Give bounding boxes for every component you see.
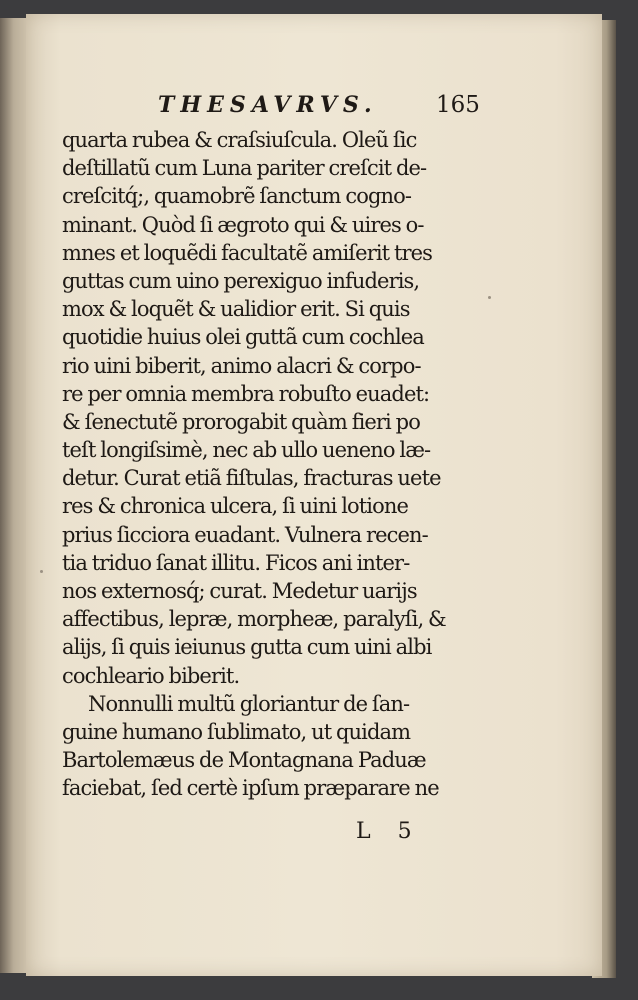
- text-line: minant. Quòd ſi ægroto qui & uires o-: [62, 212, 424, 237]
- text-line: & ſenectutẽ prorogabit quàm fieri po: [62, 409, 420, 434]
- paper-speck: [40, 570, 43, 573]
- text-line: guine humano ſublimato, ut quidam: [62, 719, 411, 744]
- running-head: [26, 92, 602, 126]
- text-line: rio uini biberit, animo alacri & corpo-: [62, 353, 421, 378]
- text-line: mnes et loquẽdi facultatẽ amiſerit tres: [62, 240, 433, 265]
- text-line: deſtillatũ cum Luna pariter creſcit de-: [62, 156, 427, 181]
- body-text: [62, 126, 482, 803]
- text-line: re per omnia membra robuſto euadet:: [62, 381, 430, 406]
- text-line: quarta rubea & craſsiuſcula. Oleũ ſic: [62, 128, 417, 152]
- text-line: quotidie huius olei guttã cum cochlea: [62, 325, 424, 350]
- text-line: detur. Curat etiã fiſtulas, fracturas uete: [62, 466, 441, 491]
- text-line: res & chronica ulcera, ſi uini lotione: [62, 494, 409, 519]
- text-line: prius ſicciora euadant. Vulnera recen-: [62, 522, 428, 547]
- text-line: teſt longiſsimè, nec ab ullo ueneno læ-: [62, 438, 431, 463]
- signature-mark: L 5: [356, 819, 422, 844]
- paper-speck: [488, 296, 491, 299]
- text-line: mox & loquẽt & ualidior erit. Si quis: [62, 297, 410, 322]
- book-page: [26, 14, 602, 976]
- text-line: alijs, ſi quis ieiunus gutta cum uini albi: [62, 635, 432, 660]
- text-line: nos externosq́; curat. Medetur uarijs: [62, 579, 417, 603]
- text-line: Bartolemæus de Montagnana Paduæ: [62, 748, 426, 773]
- paragraph-first-line: Nonnulli multũ gloriantur de ſan-: [88, 691, 410, 716]
- running-title: THESAVRVS.: [158, 92, 378, 118]
- text-line: tia triduo ſanat illitu. Ficos ani inter-: [62, 550, 410, 575]
- text-line: affectibus, lepræ, morpheæ, paralyſi, &: [62, 607, 446, 632]
- text-line: faciebat, ſed certè ipſum præparare ne: [62, 776, 439, 801]
- text-line: guttas cum uino perexiguo infuderis,: [62, 268, 420, 293]
- page-number: 165: [436, 92, 480, 118]
- text-line: cochleario biberit.: [62, 663, 240, 688]
- text-line: creſcitq́;, quamobrẽ ſanctum cogno-: [62, 184, 412, 209]
